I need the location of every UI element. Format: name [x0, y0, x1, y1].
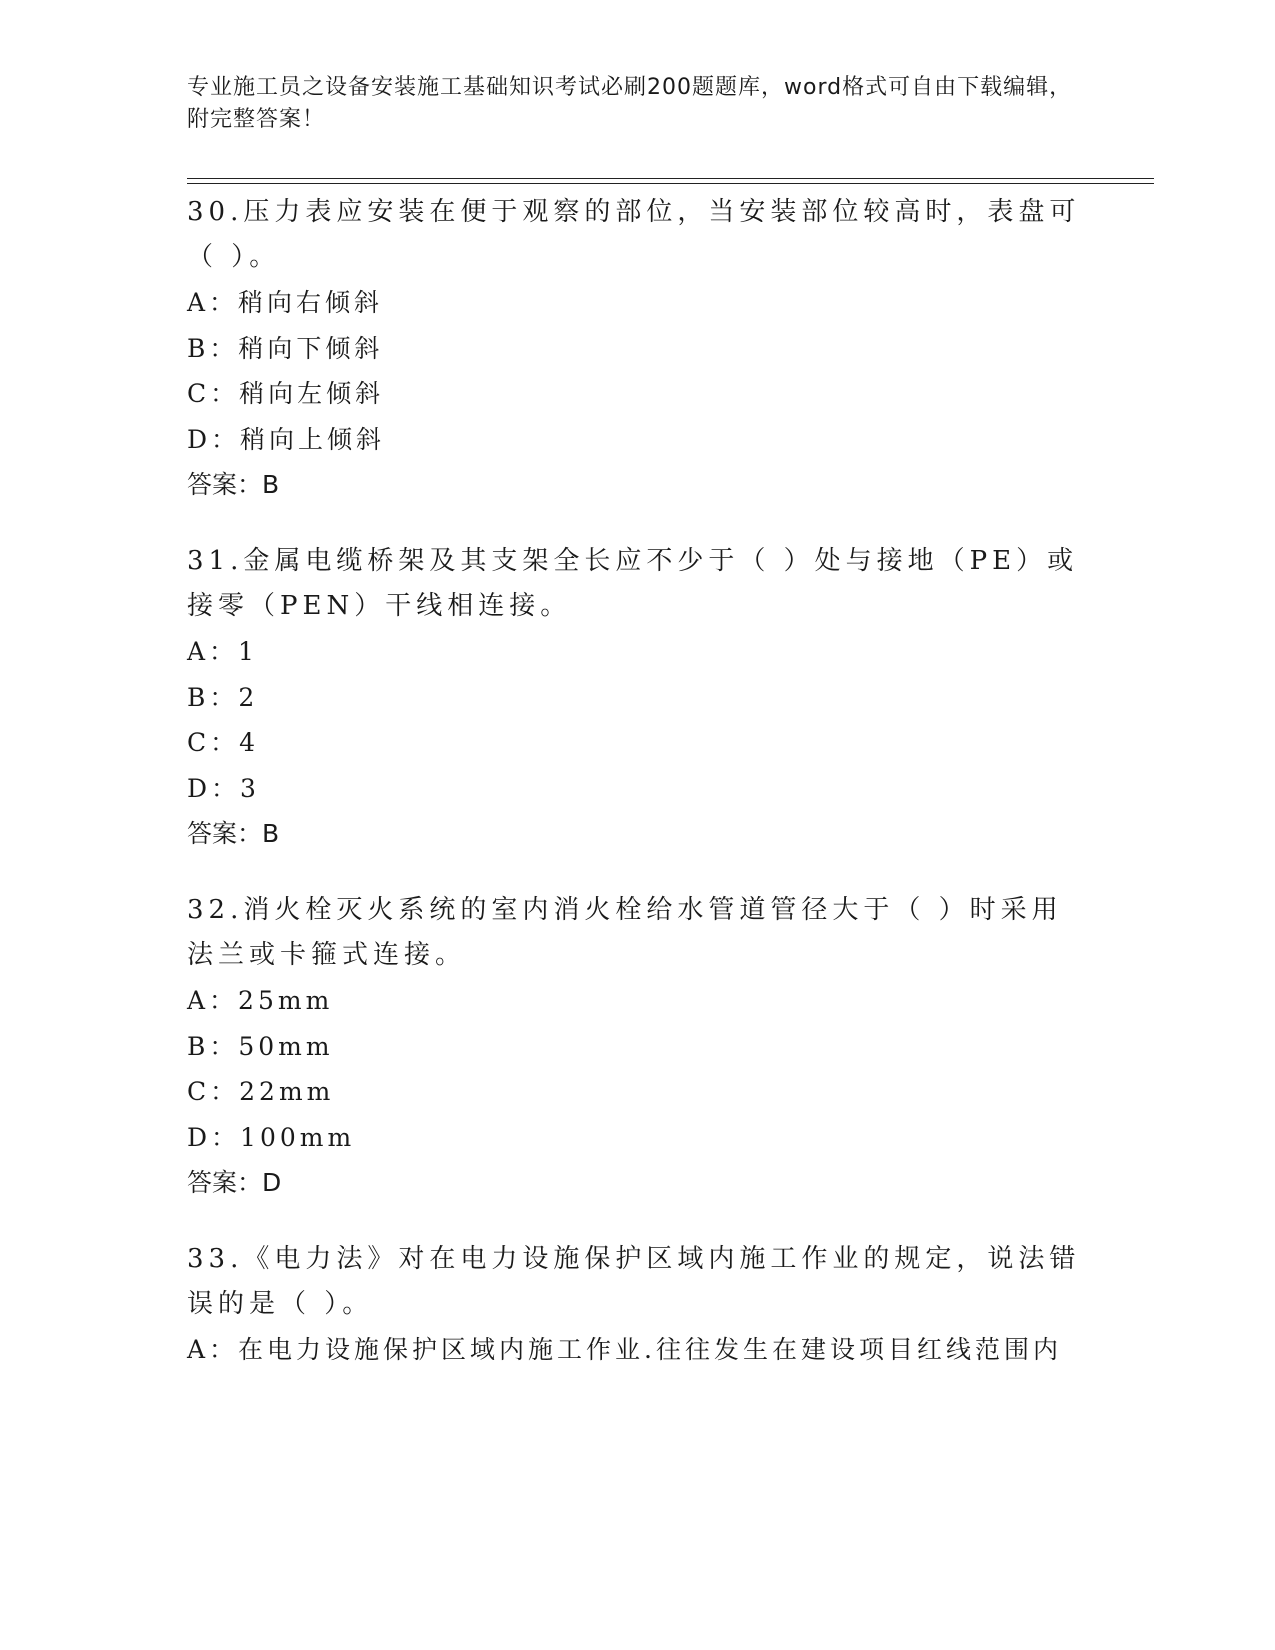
header-title: 专业施工员之设备安装施工基础知识考试必刷200题题库，word格式可自由下载编辑，附完整答案！	[187, 75, 1073, 132]
question-stem: 30.压力表应安装在便于观察的部位，当安装部位较高时，表盘可（ ）。	[187, 197, 1081, 272]
header-divider-bottom	[187, 183, 1154, 184]
option-c: C：4	[187, 728, 260, 757]
option-b: B：稍向下倾斜	[187, 333, 384, 363]
question-list	[187, 188, 1087, 1403]
option-c: C：22mm	[187, 1077, 335, 1106]
option-c: C：稍向左倾斜	[187, 379, 385, 408]
document-header	[187, 72, 1087, 136]
question-31	[187, 537, 1087, 856]
option-b: B：2	[187, 682, 259, 712]
question-30	[187, 188, 1087, 507]
option-b: B：50mm	[187, 1031, 334, 1061]
answer-label: 答案：B	[187, 470, 280, 499]
header-divider-top	[187, 178, 1154, 179]
question-stem: 33.《电力法》对在电力设施保护区域内施工作业的规定，说法错误的是（ ）。	[187, 1244, 1081, 1319]
option-d: D：3	[187, 773, 260, 803]
question-stem: 31.金属电缆桥架及其支架全长应不少于（ ）处与接地（PE）或接零（PEN）干线相连接。	[187, 546, 1079, 621]
option-a: A：在电力设施保护区域内施工作业.往往发生在建设项目红线范围内	[187, 1335, 1063, 1364]
question-stem: 32.消火栓灭火系统的室内消火栓给水管道管径大于（ ）时采用法兰或卡箍式连接。	[187, 895, 1063, 970]
question-32	[187, 886, 1087, 1205]
option-a: A：稍向右倾斜	[187, 288, 384, 317]
answer-label: 答案：B	[187, 819, 280, 848]
question-33	[187, 1235, 1087, 1373]
option-d: D：100mm	[187, 1122, 356, 1152]
option-a: A：1	[187, 637, 258, 666]
answer-label: 答案：D	[187, 1168, 282, 1197]
option-a: A：25mm	[187, 986, 334, 1015]
option-d: D：稍向上倾斜	[187, 424, 386, 454]
